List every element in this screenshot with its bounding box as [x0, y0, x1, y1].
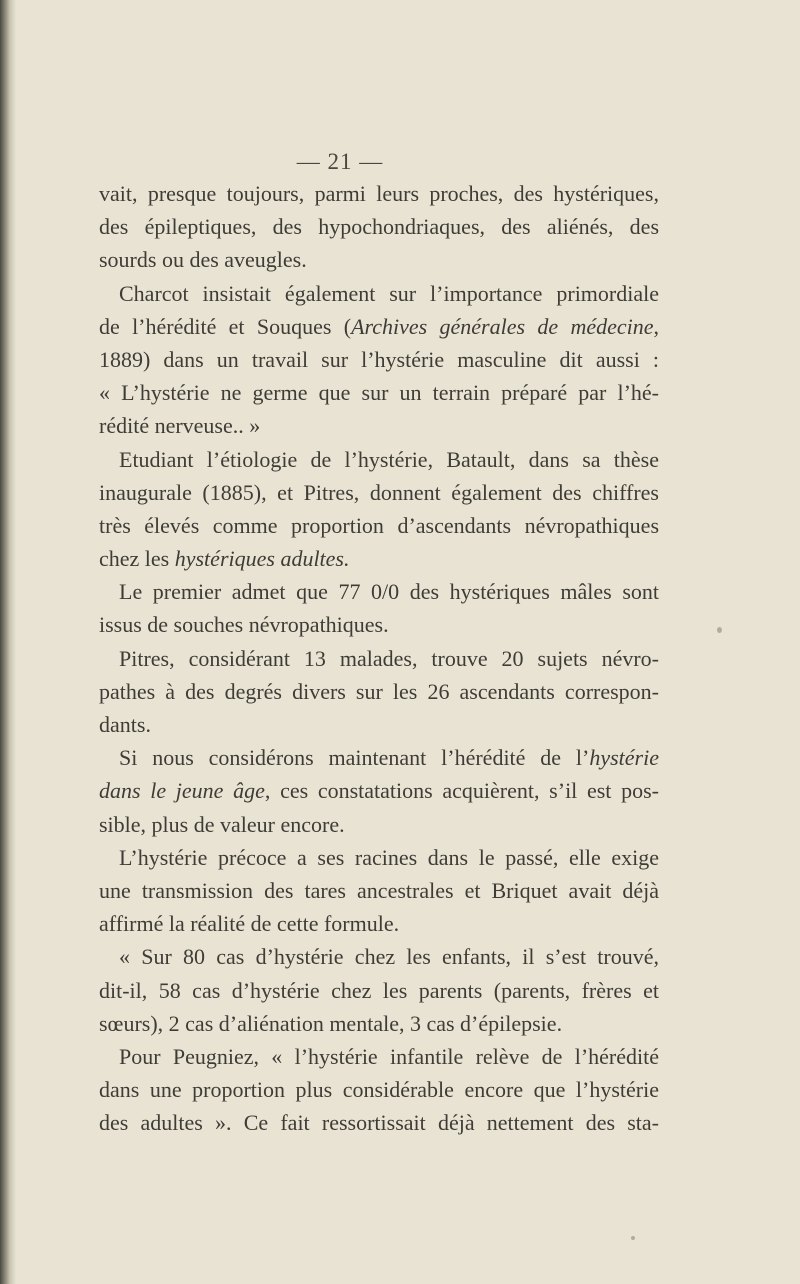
text-line: dants. — [99, 712, 151, 737]
text-line: pathes à des degrés divers sur les 26 ascendants correspon- — [99, 678, 659, 704]
text-line: Charcot insistait également sur l’importance primordiale — [119, 280, 659, 306]
paper-speck — [717, 627, 722, 633]
text-line: inaugurale (1885), et Pitres, donnent également des chiffres — [99, 479, 659, 505]
text-line: une transmission des tares ancestrales et Briquet avait déjà — [99, 877, 659, 903]
text-line: sourds ou des aveugles. — [99, 247, 307, 273]
text-line: dans une proportion plus considérable encore que l’hystérie — [99, 1077, 659, 1103]
text-line — [99, 542, 659, 575]
text-run: , — [653, 313, 659, 339]
text-run: chez les — [99, 546, 175, 572]
text-line: « L’hystérie ne germe que sur un terrain préparé par l’hé- — [99, 380, 659, 406]
text-line: affirmé la réalité de cette formule. — [99, 911, 400, 937]
text-line: rédité nerveuse.. » — [99, 413, 261, 439]
emphasis-text: hystériques adultes. — [174, 546, 350, 572]
text-line: des adultes ». Ce fait ressortissait déjà nettement des sta- — [99, 1110, 659, 1136]
text-line: sœurs), 2 cas d’aliénation mentale, 3 cas d’épilepsie. — [99, 1010, 563, 1036]
text-line: vait, presque toujours, parmi leurs proches, des hystériques, — [99, 181, 659, 206]
text-line — [99, 774, 659, 807]
journal-title: Archives générales de médecine — [351, 313, 654, 339]
text-line — [99, 741, 659, 774]
text-line: dit-il, 58 cas d’hystérie chez les parents (parents, frères et — [99, 977, 659, 1003]
text-run: Si nous considérons maintenant l’hérédité de l’ — [119, 745, 590, 771]
text-line: 1889) dans un travail sur l’hystérie masculine dit aussi : — [99, 346, 659, 372]
emphasis-text: dans le jeune âge — [99, 778, 265, 804]
emphasis-text: hystérie — [589, 745, 659, 771]
text-line: sible, plus de valeur encore. — [99, 811, 345, 837]
text-run: de l’hérédité et Souques ( — [99, 313, 352, 339]
text-line — [99, 310, 659, 343]
text-line: très élevés comme proportion d’ascendants névropathiques — [99, 512, 659, 538]
text-line: Etudiant l’étiologie de l’hystérie, Batault, dans sa thèse — [119, 446, 659, 472]
text-line: Le premier admet que 77 0/0 des hystériques mâles sont — [119, 579, 659, 605]
text-run: , ces constatations acquièrent, s’il est pos- — [264, 778, 659, 804]
text-line: des épileptiques, des hypochondriaques, des aliénés, des — [99, 214, 659, 240]
page-number: — 21 — — [296, 149, 384, 174]
text-line: Pour Peugniez, « l’hystérie infantile relève de l’hérédité — [119, 1043, 659, 1069]
text-line: « Sur 80 cas d’hystérie chez les enfants, il s’est trouvé, — [119, 944, 659, 970]
text-line: Pitres, considérant 13 malades, trouve 20 sujets névro- — [119, 645, 659, 671]
body-text — [99, 177, 659, 1139]
paper-speck — [631, 1236, 635, 1240]
text-line: issus de souches névropathiques. — [99, 612, 389, 638]
text-line: L’hystérie précoce a ses racines dans le passé, elle exige — [119, 844, 659, 870]
